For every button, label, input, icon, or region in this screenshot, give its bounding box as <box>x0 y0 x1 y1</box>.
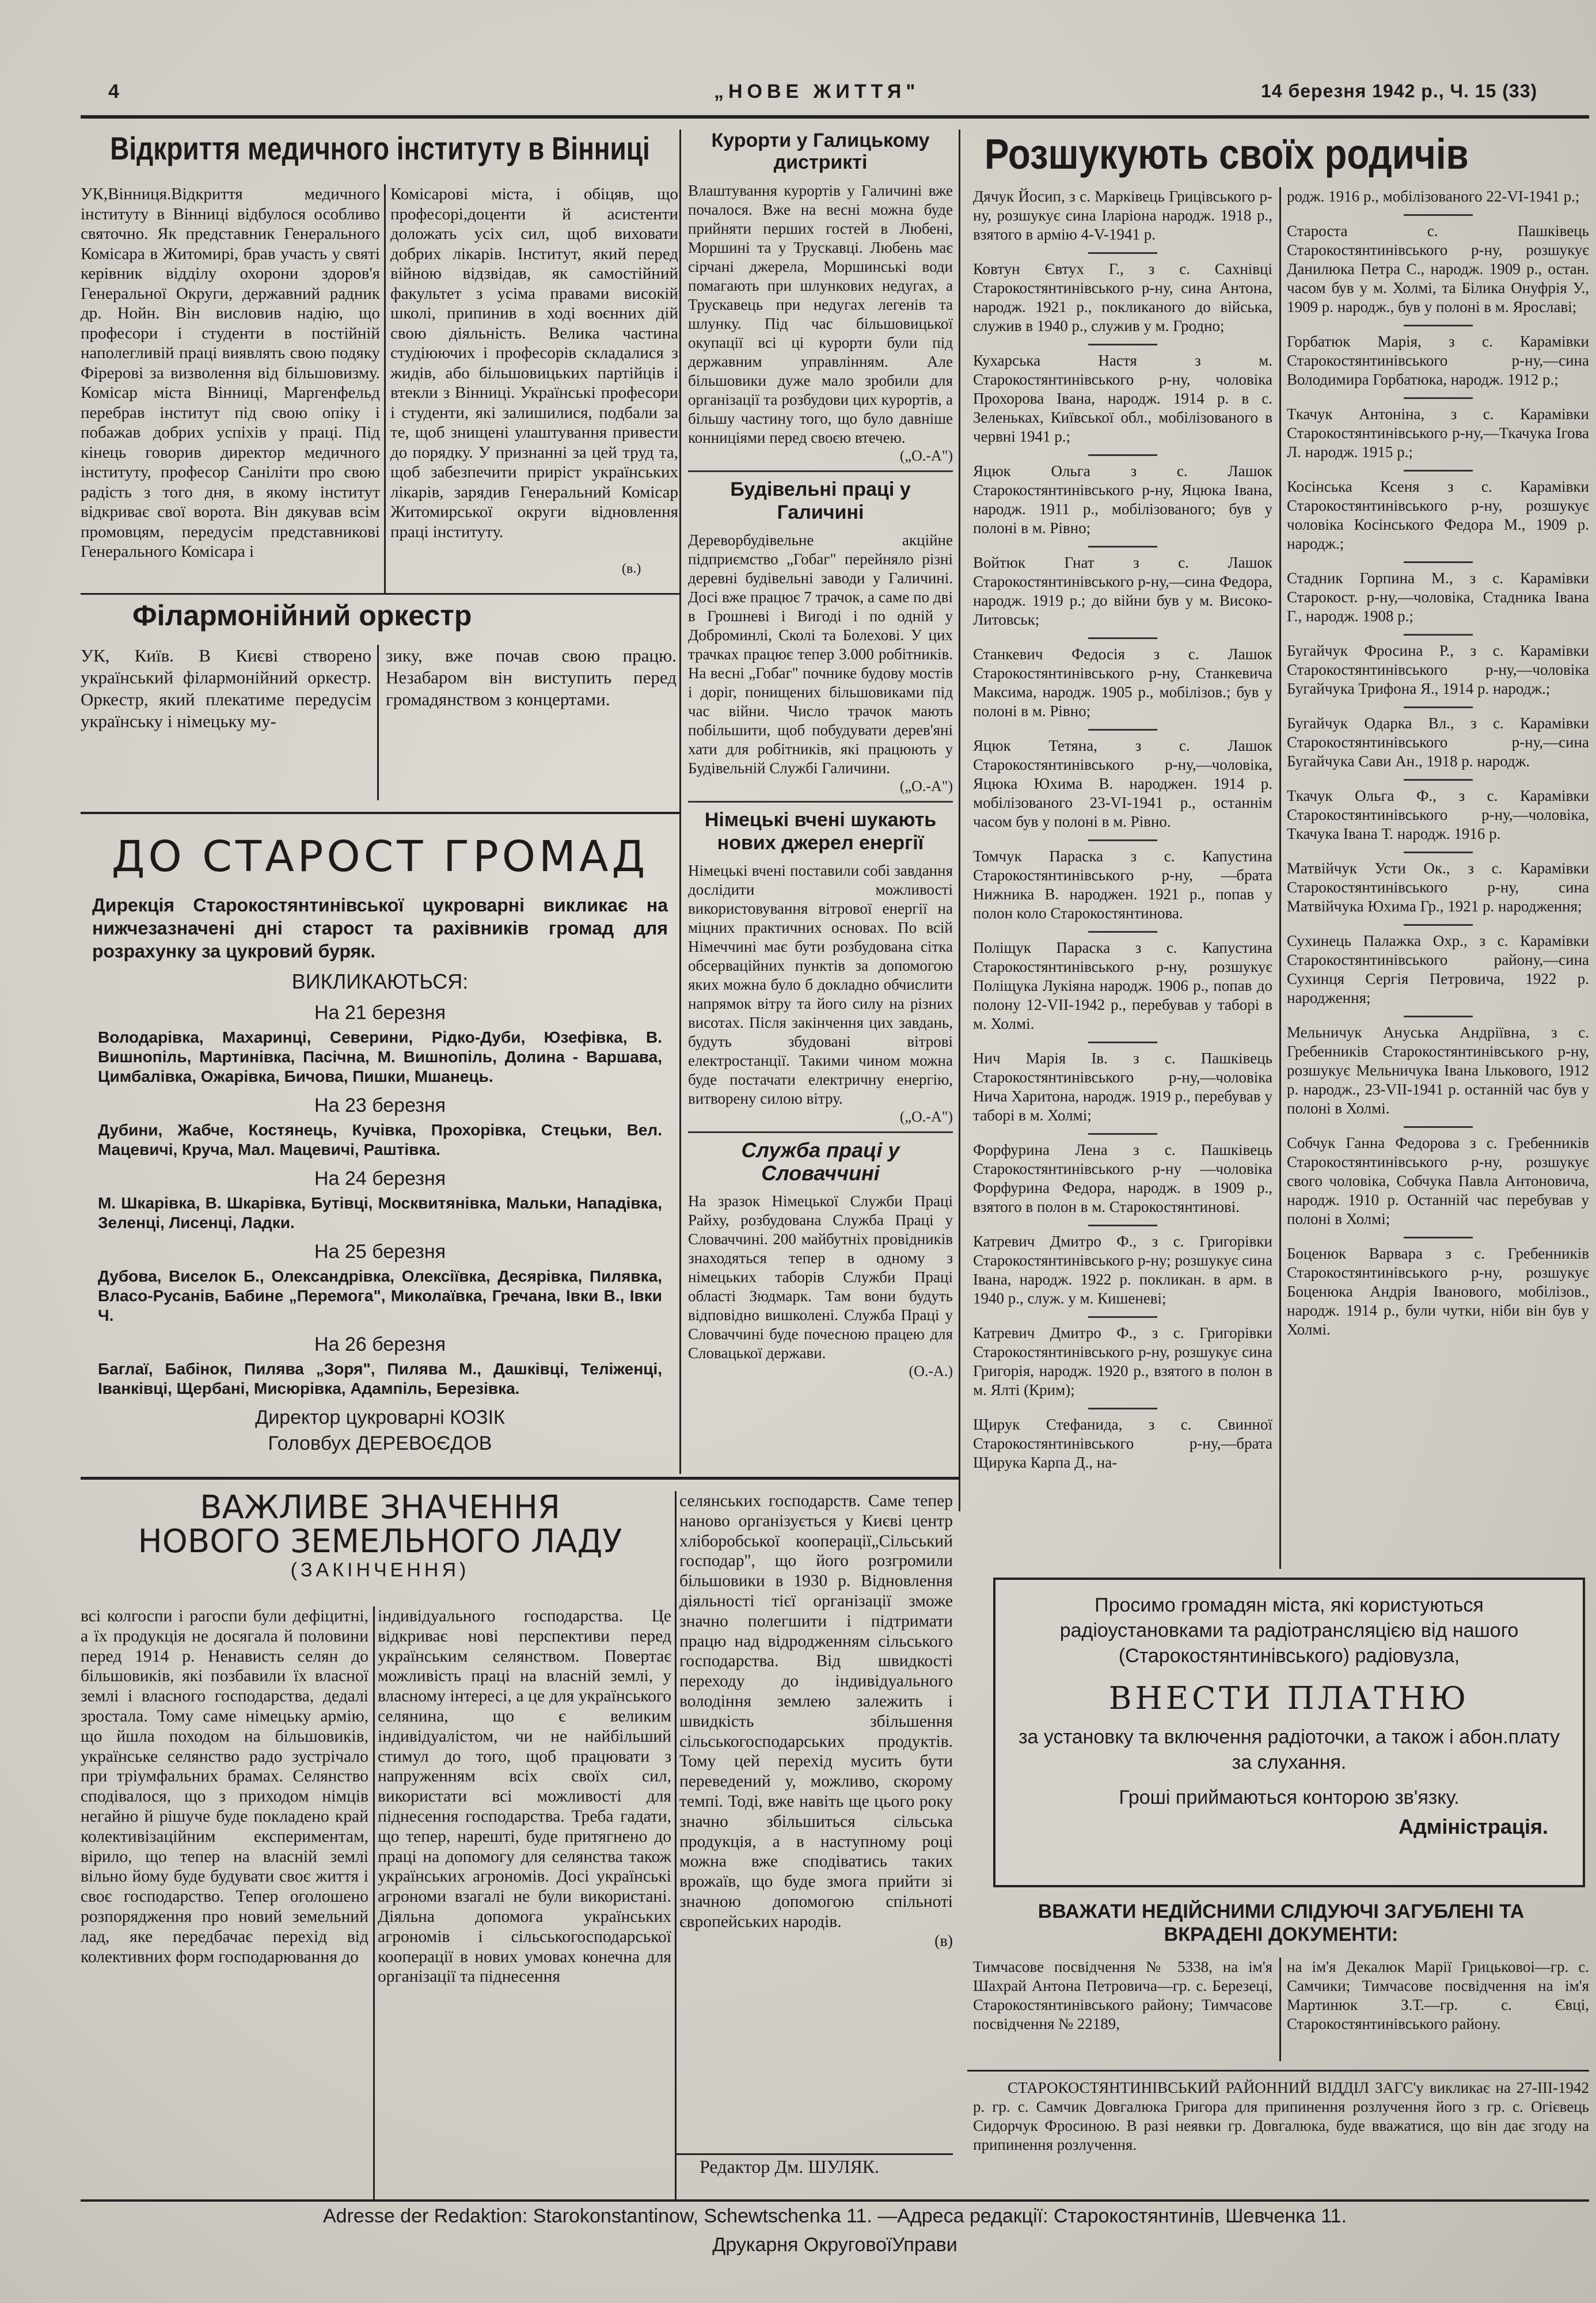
entry-separator <box>1404 214 1473 216</box>
land-title-1: ВАЖЛИВЕ ЗНАЧЕННЯ <box>200 1491 560 1526</box>
column-rule <box>377 645 379 800</box>
zags-notice <box>973 2078 1589 2194</box>
entry-separator <box>1404 779 1473 781</box>
starosts-summon: ВИКЛИКАЮТЬСЯ: <box>291 969 469 993</box>
med-institute-col2 <box>390 184 678 582</box>
starosts-title: ДО СТАРОСТ ГРОМАД <box>111 832 649 881</box>
entry-separator <box>1404 1126 1473 1128</box>
med-institute-article <box>81 130 679 167</box>
starosts-notice <box>81 823 679 1474</box>
entry-separator <box>1088 252 1157 254</box>
search-entry: Староста с. Пашківець Старокостянтинівського р-ну, розшукує Данилюка Петра С., народж. 1909 р., остан. часом був у м. Холмі, та Білика Онуфрія У., 1909 р. народж., був у полоні в м. Ярославі; <box>1287 222 1589 316</box>
med-institute-text-1: УК,Вінниця.Відкриття медичного інституту в Вінниці відбулося особливо святочно. Як представник Генерального Комісара в Житомирі, брав участь у святі керівник відділу охорони здоров'я Генеральної Округи, державний радник др. Нойн. Він висловив надію, що професори і студенти в постійній наполегливій праці виявлять свою подяку Фірерові за визволення від більшовизму. Комісар міста Вінниці, Маргенфельд перебрав інститут під свою опіку і побажав добрих успіхів у праці. Під кінець говорив директор медичного інституту, професор Саніліти про свою радість з того дня, в якому інститут відкриває свої ворота. Він дякував всім промовцям, передусім представникові Генерального Комісара і <box>81 185 380 561</box>
entry-separator <box>1088 1042 1157 1043</box>
entry-separator <box>1404 634 1473 636</box>
column-rule <box>679 130 681 1474</box>
med-institute-title: Відкриття медичного інституту в Вінниці <box>110 130 650 166</box>
orchestra-text-2: зику, вже почав свою працю. Незабаром він виступить перед громадянством з концертами. <box>386 645 677 709</box>
energy-title: Німецькі вчені шукають нових джерел енергії <box>704 809 937 854</box>
entry-separator <box>1088 344 1157 345</box>
footer-rule <box>81 2199 1589 2202</box>
section-rule <box>688 470 953 472</box>
search-entry: Катревич Дмитро Ф., з с. Григорівки Старокостянтинівського р-ну; розшукує сина Івана, народж. 1922 р. покликан. в арм. в 1940 р., служ. у м. Кишеневі; <box>973 1233 1272 1307</box>
footer-printer: Друкарня ОкруговоїУправи <box>712 2234 957 2256</box>
search-entry: Ткачук Ольга Ф., з с. Карамівки Старокостянтинівського р-ну,—чоловіка, Ткачука Івана Т. народж. 1916 р. <box>1287 787 1589 842</box>
search-entry: Бугайчук Одарка Вл., з с. Карамівки Старокостянтинівського р-ну,—сина Бугайчука Сави Ан., 1918 р. народж. <box>1287 715 1589 770</box>
search-relatives-title-wrap <box>967 130 1589 178</box>
search-entry: Поліщук Параска з с. Капустина Старокостянтинівського р-ну, розшукує Поліщука Лукіяна народж. 1906 р., попав до полону 12-VII-1942 р., перебував у таборі в м. Холмі. <box>973 939 1272 1032</box>
resorts-text: Влаштування курортів у Галичині вже почалося. Вже на весні можна буде прийняти перших гостей в Любені, Моршині та у Трускавці. Любень має сірчані джерела, Моршинські води помагають при шлункових недугах, а Трускавець при недугах легенів та шлунку. Під час більшовицької окупації всі ці курорти були під державним управлінням. Але більшовики дуже мало зробили для організації та розбудови цих курортів, а більшу частину того, що було давніше конниціями перед своєю втечею. <box>688 182 953 446</box>
search-entry: Форфурина Лена з с. Пашківець Старокостянтинівського р-ну —чоловіка Форфурина Федора, народж. в 1909 р., взятого в полон в м. Старокостянтинові. <box>973 1141 1272 1215</box>
search-entry: Томчук Параска з с. Капустина Старокостянтинівського р-ну, —брата Нижника В. народжен. 1921 р., попав у полон коло Старокостянтинова. <box>973 848 1272 922</box>
search-entry: Сухинець Палажка Охр., з с. Карамівки Старокостянтинівського району,—сина Сухинця Сергія Петровича, 1922 р. народження; <box>1287 932 1589 1006</box>
day-villages: Дубини, Жабче, Костянець, Кучівка, Прохорівка, Стецьки, Вел. Мацевичі, Круча, Мал. Мацевичі, Раштівка. <box>98 1120 662 1158</box>
entry-separator <box>1404 706 1473 708</box>
search-entry: родж. 1916 р., мобілізованого 22-VI-1941 р.; <box>1287 188 1580 205</box>
search-entry: Стадник Горпина М., з с. Карамівки Старокост. р-ну,—чоловіка, Стадника Івана Г., народж. 1908 р.; <box>1287 569 1589 625</box>
orchestra-col1 <box>81 645 371 806</box>
starosts-day-2 <box>81 1168 679 1233</box>
land-col3 <box>679 1491 953 2171</box>
med-institute-col1 <box>81 184 380 593</box>
column-rule <box>675 1491 677 2199</box>
energy-sign: („О.-А") <box>899 1108 953 1125</box>
search-entry: Катревич Дмитро Ф., з с. Григорівки Старокостянтинівського р-ну, розшукує сина Григорія, народж. 1920 р., взятого в полон в м. Ялті (Крим); <box>973 1324 1272 1398</box>
entry-separator <box>1088 1316 1157 1318</box>
orchestra-col2 <box>386 645 677 806</box>
search-entry: Дячук Йосип, з с. Марківець Грицівського р-ну, розшукує сина Іларіона народж. 1918 р., взятого в армію 4-V-1941 р. <box>973 188 1272 243</box>
search-entry: Ковтун Євтух Г., з с. Сахнівці Старокостянтинівського р-ну, сина Антона, народж. 1921 р., покликаного до війська, служив в 1940 р., служив у м. Гродно; <box>973 260 1272 335</box>
land-col2 <box>378 1606 671 2199</box>
column-rule <box>373 1606 375 2199</box>
search-entry: Горбатюк Марія, з с. Карамівки Старокостянтинівського р-ну,—сина Володимира Горбатюка, народж. 1912 р.; <box>1287 333 1589 388</box>
section-rule <box>688 801 953 803</box>
search-entry: Станкевич Федосія з с. Лашок Старокостянтинівського р-ну, Станкевича Максима, народж. 1905 р., мобілізов.; був у полоні в м. Рівно; <box>973 645 1272 720</box>
lost-docs-title: ВВАЖАТИ НЕДІЙСНИМИ СЛІДУЮЧІ ЗАГУБЛЕНІ ТА ВКРАДЕНІ ДОКУМЕНТИ: <box>1038 1901 1525 1945</box>
radio-headline: ВНЕСТИ ПЛАТНЮ <box>1108 1680 1470 1716</box>
column-rule <box>1279 1958 1281 2061</box>
section-rule <box>81 812 679 814</box>
day-date: На 26 березня <box>314 1333 446 1355</box>
column-rule <box>959 130 960 1511</box>
entry-separator <box>1404 397 1473 399</box>
entry-separator <box>1088 546 1157 548</box>
land-order-header <box>81 1491 679 1582</box>
entry-separator <box>1088 454 1157 456</box>
day-villages: Володарівка, Махаринці, Северини, Рідко-Дуби, Юзефівка, В. Вишнопіль, Мартинівка, Пасічна, М. Вишнопіль, Долина - Варшава, Цимбалівка, Ожарівка, Бичова, Пишки, Мшанець. <box>98 1028 662 1085</box>
search-entry: Собчук Ганна Федорова з с. Гребенників Старокостянтинівського р-ну, розшукує свого чоловіка, Собчука Павла Антоновича, народж. 1910 р. Останній час перебував у полоні в Холмі; <box>1287 1134 1589 1227</box>
section-rule <box>81 1477 959 1480</box>
radio-line-2: за установку та включення радіоточки, а також і абон.плату за слухання. <box>1018 1726 1560 1773</box>
search-entry: Бугайчук Фросина Р., з с. Карамівки Старокостянтинівського р-ну,—чоловіка Бугайчука Трифона Я., 1914 р. народж.; <box>1287 642 1589 697</box>
search-entry: Войтюк Гнат з с. Лашок Старокостянтинівського р-ну,—сина Федора, народж. 1919 р.; до війни був у м. Високо-Литовськ; <box>973 554 1272 628</box>
day-date: На 23 березня <box>314 1094 446 1116</box>
starosts-day-4 <box>81 1333 679 1398</box>
zags-text: СТАРОКОСТЯНТИНІВСЬКИЙ РАЙОННИЙ ВІДДІЛ ЗАГС'у викликає на 27-ІІІ-1942 р. гр. с. Самчик Довгалюка Григора для припинення розлучення його з гр. с. Огієвець Сидорчук Фросиною. В разі неявки гр. Довгалюка, буде вважатися, що він дає згоду на припинення розлучення. <box>973 2079 1589 2153</box>
lost-docs-notice <box>973 1900 1589 1946</box>
entry-separator <box>1088 1225 1157 1226</box>
day-villages: Баглаї, Бабінок, Пилява „Зоря", Пилява М., Дашківці, Теліженці, Іванківці, Щербані, Мисюрівка, Адампіль, Березівка. <box>98 1359 662 1397</box>
day-villages: М. Шкарівка, В. Шкарівка, Бутівці, Москвитянівка, Мальки, Нападівка, Зеленці, Лисенці, Ладки. <box>98 1194 662 1232</box>
day-date: На 21 березня <box>314 1001 446 1024</box>
construction-title: Будівельні праці у Галичині <box>730 478 911 523</box>
entry-separator <box>1404 470 1473 472</box>
entry-separator <box>1404 1237 1473 1238</box>
radio-sign: Адміністрація. <box>1398 1815 1548 1838</box>
narrow-column <box>688 130 953 1471</box>
land-sign: (в) <box>934 1932 953 1950</box>
land-subtitle: (ЗАКІНЧЕННЯ) <box>290 1559 470 1581</box>
search-entry: Матвійчук Усти Ок., з с. Карамівки Старокостянтинівського р-ну, сина Матвійчука Юхима Гр., 1921 р. народження; <box>1287 860 1589 915</box>
newspaper-title: „НОВЕ ЖИТТЯ" <box>714 81 920 102</box>
energy-text: Німецькі вчені поставили собі завдання дослідити можливості використовування вітрової енергії на міцних практичних основах. По всій Німеччині має бути розбудована сітка обсерваційних пунктів за допомогою яких можна було б докладно обчислити напрямок вітру та його силу на різних висотах. Після закінчення цих завдань, будуть збудовані вітрові електростанції. Такими чином можна буде постачати електричну енергію, витворену силою вітру. <box>688 862 953 1107</box>
search-entry: Боценюк Варвара з с. Гребенників Старокостянтинівського р-ну, розшукує Боценюка Андрія Іванового, мобілізов., народж. 1914 р., були чутки, ніби він був у Холмі. <box>1287 1245 1589 1338</box>
entry-separator <box>1088 1408 1157 1409</box>
section-rule <box>967 2070 1589 2072</box>
starosts-accountant: Головбух ДЕРЕВОЄДОВ <box>268 1432 492 1454</box>
column-rule <box>384 184 386 593</box>
section-rule <box>688 1131 953 1133</box>
land-text-2: індивідуального господарства. Це відкриває нові перспективи перед українським селянством. Повертає можливість праці на власній землі, у власному інтересі, а це для українського селянина, що є великим індивідуалістом, чи не найбільший стимул до того, щоб працювати з напруженням всіх своїх сил, використати всі можливості для піднесення господарства. Треба гадати, що тепер, нарешті, буде притягнено до праці на допомогу для селянства також українських агрономів. Досі українські агрономи взагалі не були використані. Діяльна допомога українських агрономів і сільськогосподарської кооперації в нових умовах конечна для організації та піднесення <box>378 1607 671 1986</box>
radio-line-1: Просимо громадян міста, які користуються радіоустановками та радіотрансляцією від нашого (Старокостянтинівського) радіовузла, <box>1059 1594 1519 1667</box>
search-right-column <box>1287 187 1589 1569</box>
starosts-director: Директор цукроварні КОЗІК <box>255 1406 505 1428</box>
search-entry: Косінська Ксеня з с. Карамівки Старокостянтинівського р-ну, розшукує чоловіка Косінського Федора М., 1909 р. народж.; <box>1287 478 1589 552</box>
lost-docs-left <box>973 1958 1272 2067</box>
entry-separator <box>1404 561 1473 563</box>
starosts-intro: Дирекція Старокостянтинівської цукроварні викликає на нижчезазначені дні старост та рахівників громад для розрахунку за цукровий буряк. <box>92 894 668 962</box>
construction-sign: („О.-А") <box>899 778 953 795</box>
med-institute-text-2: Комісарові міста, і обіцяв, що професорі,доценти й асистенти доложать усіх сил, щоб виховати добрих лікарів. Інститут, який перед війною відзвідав, як самостійний факультет з усіма правами високій школі, припинив в ході воєнних дій свою діяльність. Велика частина студіюючих і професорів складалися з жидів, або більшовицьких партійців і втекли з Вінниці. Українські професори і студенти, які залишилися, подбали за те, щоб знищені улаштування привести до порядку. У признанні за цей труд та, щоб забезпечити приріст українських лікарів, зарядив Генеральний Комісар Житомирської округи відновлення праці інституту. <box>390 185 678 541</box>
entry-separator <box>1088 637 1157 639</box>
construction-text: Дереворбудівельне акційне підприємство „Гобаг" перейняло різні деревні будівельні заводи у Галичині. Досі вже працює 7 трачок, а саме по дві в Грошневі і Вигоді і по одній у Доброминлі, Сколі та Болехові. У цих трачках працює тепер 3.000 робітників. На весні „Гобаг" почнике будову мостів і доріг, понищених більшовиками під час війни. Число трачок мають побільшити, щоб побудувати дерев'яні хати для робітників, які працюють у Будівельній Службі Галичини. <box>688 531 953 777</box>
land-title-2: НОВОГО ЗЕМЕЛЬНОГО ЛАДУ <box>138 1522 622 1560</box>
resorts-title: Курорти у Галицькому дистрикті <box>711 130 930 173</box>
entry-separator <box>1088 839 1157 841</box>
resorts-sign: („О.-А") <box>899 447 953 464</box>
issue-date: 14 березня 1942 р., Ч. 15 (33) <box>1261 81 1538 101</box>
masthead-rule <box>81 115 1589 119</box>
search-entry: Яцюк Ольга з с. Лашок Старокостянтинівського р-ну, Яцюка Івана, народж. 1911 р., мобілізованого; був у полоні в м. Рівно; <box>973 462 1272 537</box>
entry-separator <box>1088 1133 1157 1135</box>
lost-docs-right <box>1287 1958 1589 2067</box>
land-col1 <box>81 1606 368 2199</box>
slovakia-text: На зразок Німецької Служби Праці Райху, розбудована Служба Праці у Словаччині. 200 майбутніх провідників знаходяться тепер в одному з німецьких таборів Служби Праці області Зюдмарк. Там вони будуть відповідно вишколені. Служба Праці у Словаччині буде почесною працею для Словацької держави. <box>688 1192 953 1362</box>
search-entry: Нич Марія Ів. з с. Пашківець Старокостянтинівського р-ну,—чоловіка Нича Харитона, народж. 1919 р., перебував у таборі в м. Холмі; <box>973 1050 1272 1124</box>
starosts-day-3 <box>81 1241 679 1325</box>
land-text-1: всі колгоспи і рагоспи були дефіцитні, а їх продукція не досягала й половини перед 1914 р. Ненависть селян до більшовиків, які позбавили їх власної землі і власного господарства, дедалі зростала. Тому саме німецьку армію, що йшла походом на більшовиків, українське селянство радо зустрічало при тріумфальних брамах. Селянство сподівалося, що з приходом німців негайно й рішуче буде покладено край колективізаційним експериментам, вірило, що тепер на власній землі вільно йому буде будувати своє життя і своє господарство. Тепер оголошено розпорядження про новий земельний лад, яке передбачає перехід від колективних форм господарювання до <box>81 1607 368 1966</box>
footer-address: Adresse der Redaktion: Starokonstantinow, Schewtschenka 11. —Адреса редакції: Старокостянтинів, Шевченка 11. <box>323 2205 1347 2227</box>
lost-docs-text-left: Тимчасове посвідчення № 5338, на ім'я Шахрай Антона Петровича—гр. с. Березецi, Старокостянтинівського району; Тимчасове посвідчення № 22189, <box>973 1958 1272 2032</box>
radio-line-3: Гроші приймаються конторою зв'язку. <box>1119 1787 1460 1808</box>
entry-separator <box>1404 1016 1473 1017</box>
radio-fee-notice <box>993 1578 1585 1887</box>
starosts-day-0 <box>81 1002 679 1086</box>
day-villages: Дубова, Виселок Б., Олександрівка, Олексіївка, Десярівка, Пилявка, Власо-Русанів, Бабине „Перемога", Миколаївка, Гречана, Івки В., Івки Ч. <box>98 1267 662 1324</box>
land-text-3: селянських господарств. Саме тепер наново організується у Києві центр хліборобської кооперації„Сільський господар", що його розгромили більшовики в 1930 р. Відновлення діяльності тієї організації зможе значно полегшити і підтримати працю над відродженням сільського господарства. Від швидкості переходу до індивідуального володіння землею залежить і швидкість збільшення сільськогосподарських продуктів. Тому цей перехід мусить бути переведений у, можливо, скорому темпі. Тоді, вже навіть ще цього року значно збільшиться сільська продукція, а в наступному році можна вже сподіватись таких врожаїв, що буде змога прийти зі значною допомогою спільноті європейських народів. <box>679 1492 953 1931</box>
lost-docs-text-right: на ім'я Декалюк Марії Грицьковоі—гр. с. Самчики; Тимчасове посвідчення на ім'я Мартинюк З.Т.—гр. с. Євці, Старокостянтинівського району. <box>1287 1958 1589 2032</box>
search-entry: Яцюк Тетяна, з с. Лашок Старокостянтинівського р-ну,—чоловіка, Яцюка Юхима В. народжен. 1914 р. мобілізованого 23-VI-1941 р., останнім часом був у полоні в м. Рівно. <box>973 737 1272 830</box>
med-institute-sign: (в.) <box>622 561 641 576</box>
entry-separator <box>1404 325 1473 326</box>
editor-line: Редактор Дм. ШУЛЯК. <box>700 2156 880 2177</box>
orchestra-title: Філармонійний оркестр <box>132 599 472 632</box>
search-entry: Кухарська Настя з м. Старокостянтинівського р-ну, чоловіка Прохорова Івана, народж. 1914 р. в с. Зеленьках, Київської обл., мобілізованого в червні 1941 р.; <box>973 352 1272 445</box>
orchestra-text-1: УК, Київ. В Києві створено український філармонійний оркестр. Оркестр, який плекатиме передусім українську і німецьку му- <box>81 645 371 731</box>
day-date: На 24 березня <box>314 1167 446 1189</box>
search-entry: Щирук Стефанида, з с. Свинної Старокостянтинівського р-ну,—брата Щирука Карпа Д., на- <box>973 1416 1272 1471</box>
page-number: 4 <box>108 81 121 102</box>
search-entry: Мельничук Ануська Андріївна, з с. Гребенників Старокостянтинівського р-ну, розшукує Мельничука Івана Ількового, 1912 р. народж., 23-VII-1941 р. останній час був у полоні в Холмі. <box>1287 1024 1589 1117</box>
section-rule <box>675 2153 953 2155</box>
day-date: На 25 березня <box>314 1240 446 1263</box>
search-entry: Ткачук Антоніна, з с. Карамівки Старокостянтинівського р-ну,—Ткачука Ігова Л. народж. 1915 р.; <box>1287 405 1589 461</box>
entry-separator <box>1088 931 1157 933</box>
column-rule <box>1279 187 1281 1569</box>
search-relatives-title: Розшукують своїх родичів <box>985 130 1469 178</box>
slovakia-sign: (О.-А.) <box>909 1363 953 1379</box>
section-rule <box>81 593 679 595</box>
entry-separator <box>1404 852 1473 853</box>
slovakia-title: Служба праці у Словаччині <box>741 1138 900 1185</box>
orchestra-article <box>81 599 679 632</box>
entry-separator <box>1404 924 1473 926</box>
search-left-column <box>973 187 1272 1569</box>
starosts-day-1 <box>81 1095 679 1160</box>
entry-separator <box>1088 729 1157 731</box>
